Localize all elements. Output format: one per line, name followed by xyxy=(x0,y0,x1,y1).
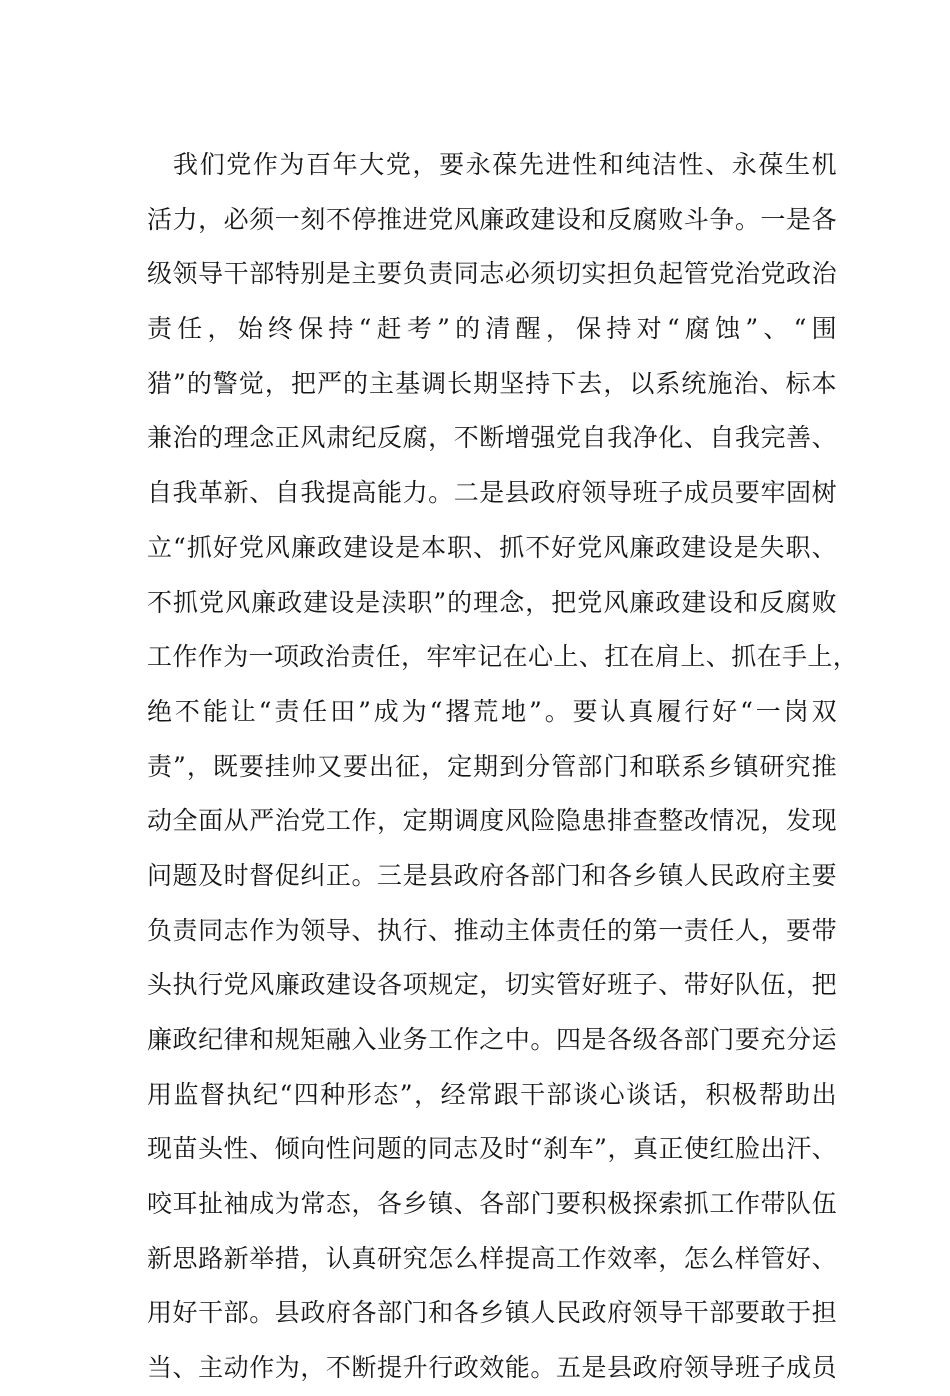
text-line: 工作作为一项政治责任，牢牢记在心上、扛在肩上、抓在手上， xyxy=(147,642,859,672)
body-paragraph xyxy=(147,138,859,1396)
text-line: 级领导干部特别是主要负责同志必须切实担负起管党治党政治 xyxy=(147,259,837,289)
text-line: 猎”的警觉，把严的主基调长期坚持下去，以系统施治、标本 xyxy=(147,368,837,398)
text-line: 动全面从严治党工作，定期调度风险隐患排查整改情况，发现 xyxy=(147,806,837,836)
text-line: 责”，既要挂帅又要出征，定期到分管部门和联系乡镇研究推 xyxy=(147,751,837,781)
text-line: 活力，必须一刻不停推进党风廉政建设和反腐败斗争。一是各 xyxy=(147,204,837,234)
text-line: 立“抓好党风廉政建设是本职、抓不好党风廉政建设是失职、 xyxy=(147,532,837,562)
text-line: 自我革新、自我提高能力。二是县政府领导班子成员要牢固树 xyxy=(147,478,837,508)
text-line: 问题及时督促纠正。三是县政府各部门和各乡镇人民政府主要 xyxy=(147,860,837,890)
text-line: 负责同志作为领导、执行、推动主体责任的第一责任人，要带 xyxy=(147,915,837,945)
text-line: 新思路新举措，认真研究怎么样提高工作效率，怎么样管好、 xyxy=(147,1243,837,1273)
text-line: 咬耳扯袖成为常态，各乡镇、各部门要积极探索抓工作带队伍 xyxy=(147,1189,837,1219)
text-line: 现苗头性、倾向性问题的同志及时“刹车”，真正使红脸出汗、 xyxy=(147,1134,837,1164)
text-line: 用监督执纪“四种形态”，经常跟干部谈心谈话，积极帮助出 xyxy=(147,1079,837,1109)
text-line: 头执行党风廉政建设各项规定，切实管好班子、带好队伍，把 xyxy=(147,970,837,1000)
text-line: 我们党作为百年大党，要永葆先进性和纯洁性、永葆生机 xyxy=(173,150,837,179)
text-line: 当、主动作为，不断提升行政效能。五是县政府领导班子成员 xyxy=(147,1353,837,1383)
text-line: 用好干部。县政府各部门和各乡镇人民政府领导干部要敢于担 xyxy=(147,1298,837,1328)
text-line: 责任，始终保持“赶考”的清醒，保持对“腐蚀”、“围 xyxy=(147,314,837,344)
text-line: 兼治的理念正风肃纪反腐，不断增强党自我净化、自我完善、 xyxy=(147,423,837,453)
text-line: 不抓党风廉政建设是渎职”的理念，把党风廉政建设和反腐败 xyxy=(147,587,837,617)
text-line: 廉政纪律和规矩融入业务工作之中。四是各级各部门要充分运 xyxy=(147,1025,837,1054)
text-line: 绝不能让“责任田”成为“撂荒地”。要认真履行好“一岗双 xyxy=(147,696,837,726)
